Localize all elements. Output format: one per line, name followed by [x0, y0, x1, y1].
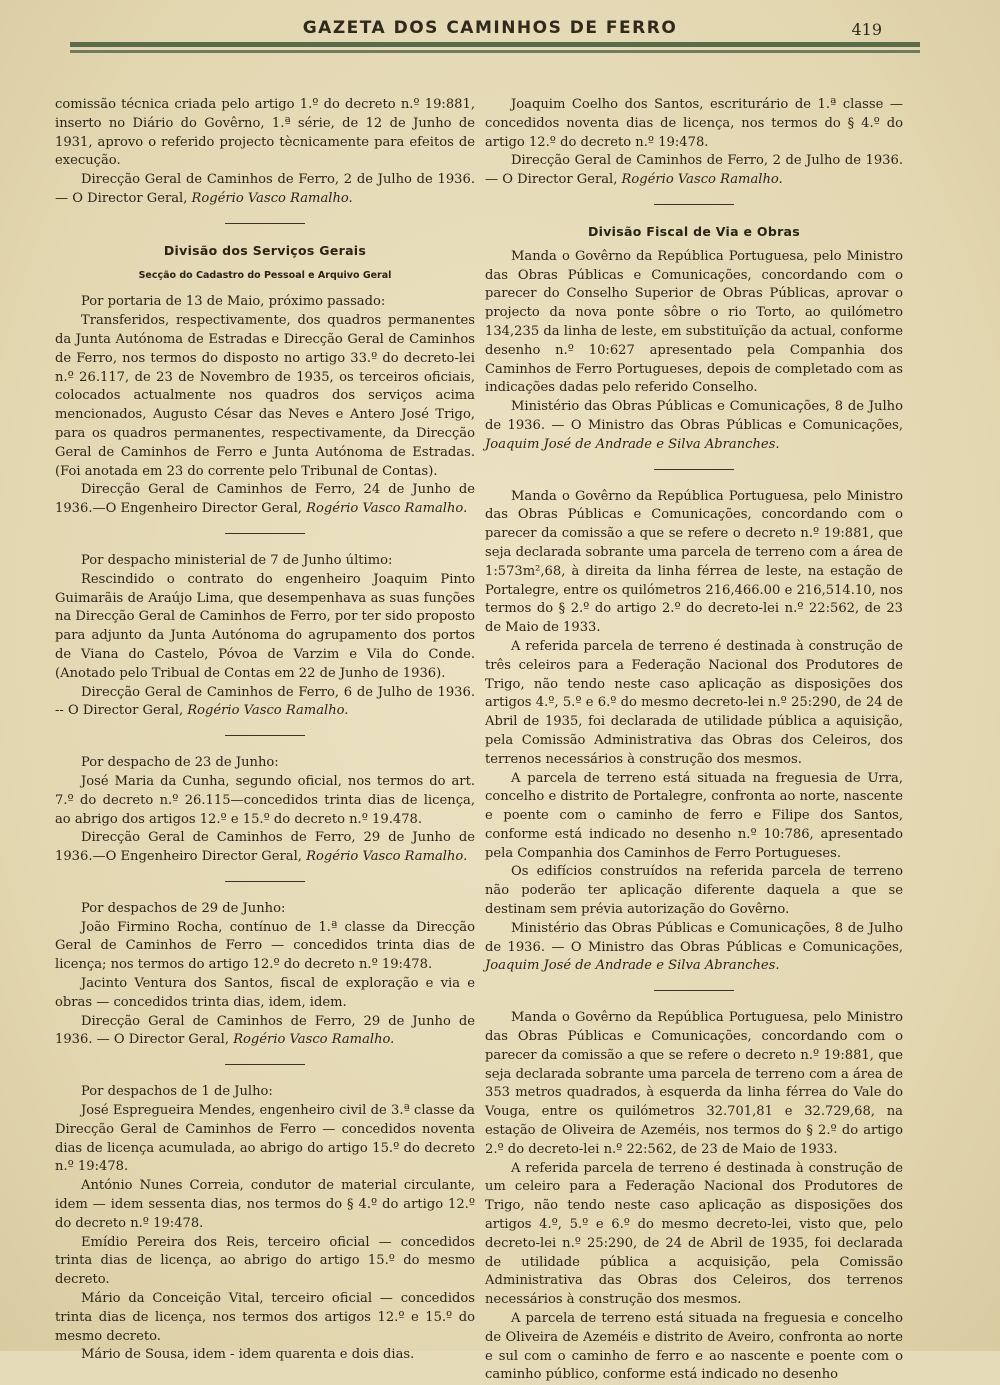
- signature: Rogério Vasco Ramalho.: [306, 501, 468, 517]
- paragraph: A referida parcela de terreno é destinada à construção de três celeiros para a Federação Nacional dos Produtores de Trigo, não tendo neste caso aplicação as disposições dos artigos 4.º, 5.º e 6.º do mesmo decreto-lei n.º 25:290, de 24 de Abril de 1935, foi declarada de utilidade pública a aquisição, pela Comissão Administrativa das Obras dos Celeiros, dos terrenos necessários à construção dos mesmos.: [485, 638, 903, 767]
- paragraph: Por despacho de 23 de Junho:: [81, 755, 279, 771]
- paragraph: José Maria da Cunha, segundo oficial, nos termos do art. 7.º do decreto n.º 26.115—concedidos trinta dias de licença, ao abrigo dos artigos 12.º e 15.º do decreto n.º 19.478.: [55, 773, 475, 827]
- signature: Rogério Vasco Ramalho.: [306, 849, 468, 865]
- paragraph: Joaquim Coelho dos Santos, escriturário de 1.ª classe — concedidos noventa dias de licença, nos termos do § 4.º do artigo 12.º do decreto n.º 19:478.: [485, 97, 903, 150]
- signature: Joaquim José de Andrade e Silva Abranches.: [485, 958, 780, 974]
- paragraph: comissão técnica criada pelo artigo 1.º do decreto n.º 19:881, inserto no Diário do Govêrno, 1.ª série, de 12 de Junho de 1931, aprovo o referido projecto tècnicamente para efeitos de execução.: [55, 97, 475, 169]
- paragraph: Por despachos de 29 de Junho:: [81, 900, 286, 916]
- paragraph: António Nunes Correia, condutor de material circulante, idem — idem sessenta dias, nos termos do § 4.º do artigo 12.º do decreto n.º 19:478.: [55, 1178, 475, 1231]
- paragraph: Mário de Sousa, idem - idem quarenta e dois dias.: [81, 1347, 415, 1363]
- signature: Rogério Vasco Ramalho.: [233, 1032, 395, 1048]
- paragraph: A parcela de terreno está situada na freguesia e concelho de Oliveira de Azeméis e distrito de Aveiro, confronta ao norte e sul com o caminho de ferro e ao nascente e poente com o caminho público, conforme está indicado no desenho: [485, 1311, 903, 1383]
- paragraph: Por portaria de 13 de Maio, próximo passado:: [81, 294, 386, 310]
- signature-paragraph: Direcção Geral de Caminhos de Ferro, 2 de Julho de 1936. — O Director Geral, Rogério Vasco Ramalho.: [485, 153, 903, 188]
- paragraph: Jacinto Ventura dos Santos, fiscal de exploração e via e obras — concedidos trinta dias, idem, idem.: [55, 976, 475, 1010]
- paragraph: Manda o Govêrno da República Portuguesa, pelo Ministro das Obras Públicas e Comunicações, concordando com o parecer da comissão a que se refere o decreto n.º 19:881, que seja declarada sobrante uma parcela de terreno com a área de 353 metros quadrados, à esquerda da linha férrea do Vale do Vouga, entre os quilómetros 32.701,81 e 32.729,68, na estação de Oliveira de Azeméis, nos termos do § 2.º do artigo 2.º do decreto-lei n.º 22:562, de 23 de Maio de 1933.: [485, 1010, 903, 1157]
- separator-rule: [654, 204, 734, 205]
- separator-rule: [654, 469, 734, 470]
- publication-title: GAZETA DOS CAMINHOS DE FERRO: [302, 18, 678, 38]
- signature-paragraph: Direcção Geral de Caminhos de Ferro, 29 de Junho de 1936. — O Director Geral, Rogério Vasco Ramalho.: [55, 1013, 475, 1048]
- paragraph: Emídio Pereira dos Reis, terceiro oficial — concedidos trinta dias de licença, ao abrigo do artigo 15.º do mesmo decreto.: [55, 1234, 475, 1288]
- separator-rule: [654, 990, 734, 991]
- left-column: [55, 96, 475, 1365]
- right-column: [485, 96, 903, 1385]
- paragraph: Por despacho ministerial de 7 de Junho último:: [81, 552, 393, 568]
- signature: Joaquim José de Andrade e Silva Abranches.: [485, 436, 780, 452]
- paragraph: Os edifícios construídos na referida parcela de terreno não poderão ter aplicação diferente daquela a que se destinam sem prévia autorização do Govêrno.: [485, 864, 903, 918]
- separator-rule: [225, 881, 305, 882]
- paragraph: Transferidos, respectivamente, dos quadros permanentes da Junta Autónoma de Estradas e Direcção Geral de Caminhos de Ferro, nos termos do disposto no artigo 33.º do decreto-lei n.º 26.117, de 23 de Novembro de 1935, os terceiros oficiais, colocados actualmente nos quadros dos serviços acima mencionados, Augusto César das Neves e Antero José Trigo, para os quadros permanentes, respectivamente, da Direcção Geral de Caminhos de Ferro e Junta Autónoma de Estradas. (Foi anotada em 23 do corrente pelo Tribunal de Contas).: [55, 313, 475, 479]
- separator-rule: [225, 1064, 305, 1065]
- paragraph: A parcela de terreno está situada na freguesia de Urra, concelho e distrito de Portalegre, confronta ao norte, nascente e poente com o caminho de ferro e Filipe dos Santos, conforme está indicado no desenho n.º 10:786, apresentado pela Companhia dos Caminhos de Ferro Portugueses.: [485, 770, 903, 861]
- signature: Rogério Vasco Ramalho.: [187, 703, 349, 719]
- signature: Rogério Vasco Ramalho.: [191, 190, 353, 206]
- page-number: 419: [851, 20, 882, 39]
- signature-paragraph: Direcção Geral de Caminhos de Ferro, 24 de Junho de 1936.—O Engenheiro Director Geral, Rogério Vasco Ramalho.: [55, 482, 475, 517]
- section-title: Divisão Fiscal de Via e Obras: [587, 223, 801, 239]
- signature-paragraph: Direcção Geral de Caminhos de Ferro, 6 de Julho de 1936. -- O Director Geral, Rogério Vasco Ramalho.: [55, 684, 475, 719]
- signature-paragraph: Ministério das Obras Públicas e Comunicações, 8 de Julho de 1936. — O Ministro das Obras Públicas e Comunicações, Joaquim José de Andrade e Silva Abranches.: [485, 399, 903, 452]
- paragraph: Manda o Govêrno da República Portuguesa, pelo Ministro das Obras Públicas e Comunicações, concordando com o parecer do Conselho Superior de Obras Públicas, aprovar o projecto da nova ponte sôbre o rio Torto, ao quilómetro 134,235 da linha de leste, em substituïção da actual, conforme desenho n.º 10:627 apresentado pela Companhia dos Caminhos de Ferro Portugueses, depois de completado com as indicações dadas pelo referido Conselho.: [485, 248, 903, 396]
- separator-rule: [225, 223, 305, 224]
- header-rule: [70, 42, 920, 47]
- signature: Rogério Vasco Ramalho.: [621, 172, 783, 188]
- paragraph: Rescindido o contrato do engenheiro Joaquim Pinto Guimarãis de Araújo Lima, que desempenhava as suas funções na Direcção Geral de Caminhos de Ferro, por ter sido proposto para adjunto da Junta Autónoma do agrupamento dos portos de Viana do Castelo, Póvoa de Varzim e Vila do Conde. (Anotado pelo Tribual de Contas em 22 de Junho de 1936).: [55, 571, 475, 681]
- separator-rule: [225, 735, 305, 736]
- signature-paragraph: Ministério das Obras Públicas e Comunicações, 8 de Julho de 1936. — O Ministro das Obras Públicas e Comunicações, Joaquim José de Andrade e Silva Abranches.: [485, 920, 903, 974]
- header-rule-thin: [70, 50, 920, 53]
- paragraph: João Firmino Rocha, contínuo de 1.ª classe da Direcção Geral de Caminhos de Ferro — concedidos trinta dias de licença; nos termos do artigo 12.º do decreto n.º 19:478.: [55, 919, 475, 973]
- paragraph: Manda o Govêrno da República Portuguesa, pelo Ministro das Obras Públicas e Comunicações, concordando com o parecer da comissão a que se refere o decreto n.º 19:881, que seja declarada sobrante uma parcela de terreno com a área de 1:573m²,68, à direita da linha férrea de leste, na estação de Portalegre, entre os quilómetros 216,466.00 e 216,514.10, nos termos do § 2.º do artigo 2.º do decreto-lei n.º 22:562, de 23 de Maio de 1933.: [485, 488, 903, 636]
- page-header: [60, 14, 920, 58]
- paragraph: Mário da Conceição Vital, terceiro oficial — concedidos trinta dias de licença, nos termos dos artigos 12.º e 15.º do mesmo decreto.: [55, 1291, 475, 1344]
- signature-paragraph: Direcção Geral de Caminhos de Ferro, 2 de Julho de 1936. — O Director Geral, Rogério Vasco Ramalho.: [55, 172, 475, 206]
- subsection-title: Secção do Cadastro do Pessoal e Arquivo Geral: [138, 269, 392, 281]
- section-title: Divisão dos Serviços Gerais: [163, 242, 367, 258]
- separator-rule: [225, 533, 305, 534]
- paragraph: José Espregueira Mendes, engenheiro civil de 3.ª classe da Direcção Geral de Caminhos de Ferro — concedidos noventa dias de licença acumulada, ao abrigo do artigo 15.º do decreto n.º 19:478.: [55, 1103, 475, 1175]
- signature-paragraph: Direcção Geral de Caminhos de Ferro, 29 de Junho de 1936.—O Engenheiro Director Geral, Rogério Vasco Ramalho.: [55, 830, 475, 865]
- paragraph: Por despachos de 1 de Julho:: [81, 1084, 273, 1100]
- paragraph: A referida parcela de terreno é destinada à construção de um celeiro para a Federação Nacional dos Produtores de Trigo, não tendo neste caso aplicação as disposições dos artigos 4.º, 5.º e 6.º do mesmo decreto-lei, visto que, pelo decreto-lei n.º 25:290, de 24 de Abril de 1935, foi declarada de utilidade pública a acquisição, pela Comissão Administrativa das Obras dos Celeiros, dos terrenos necessários à construção dos mesmos.: [485, 1160, 903, 1308]
